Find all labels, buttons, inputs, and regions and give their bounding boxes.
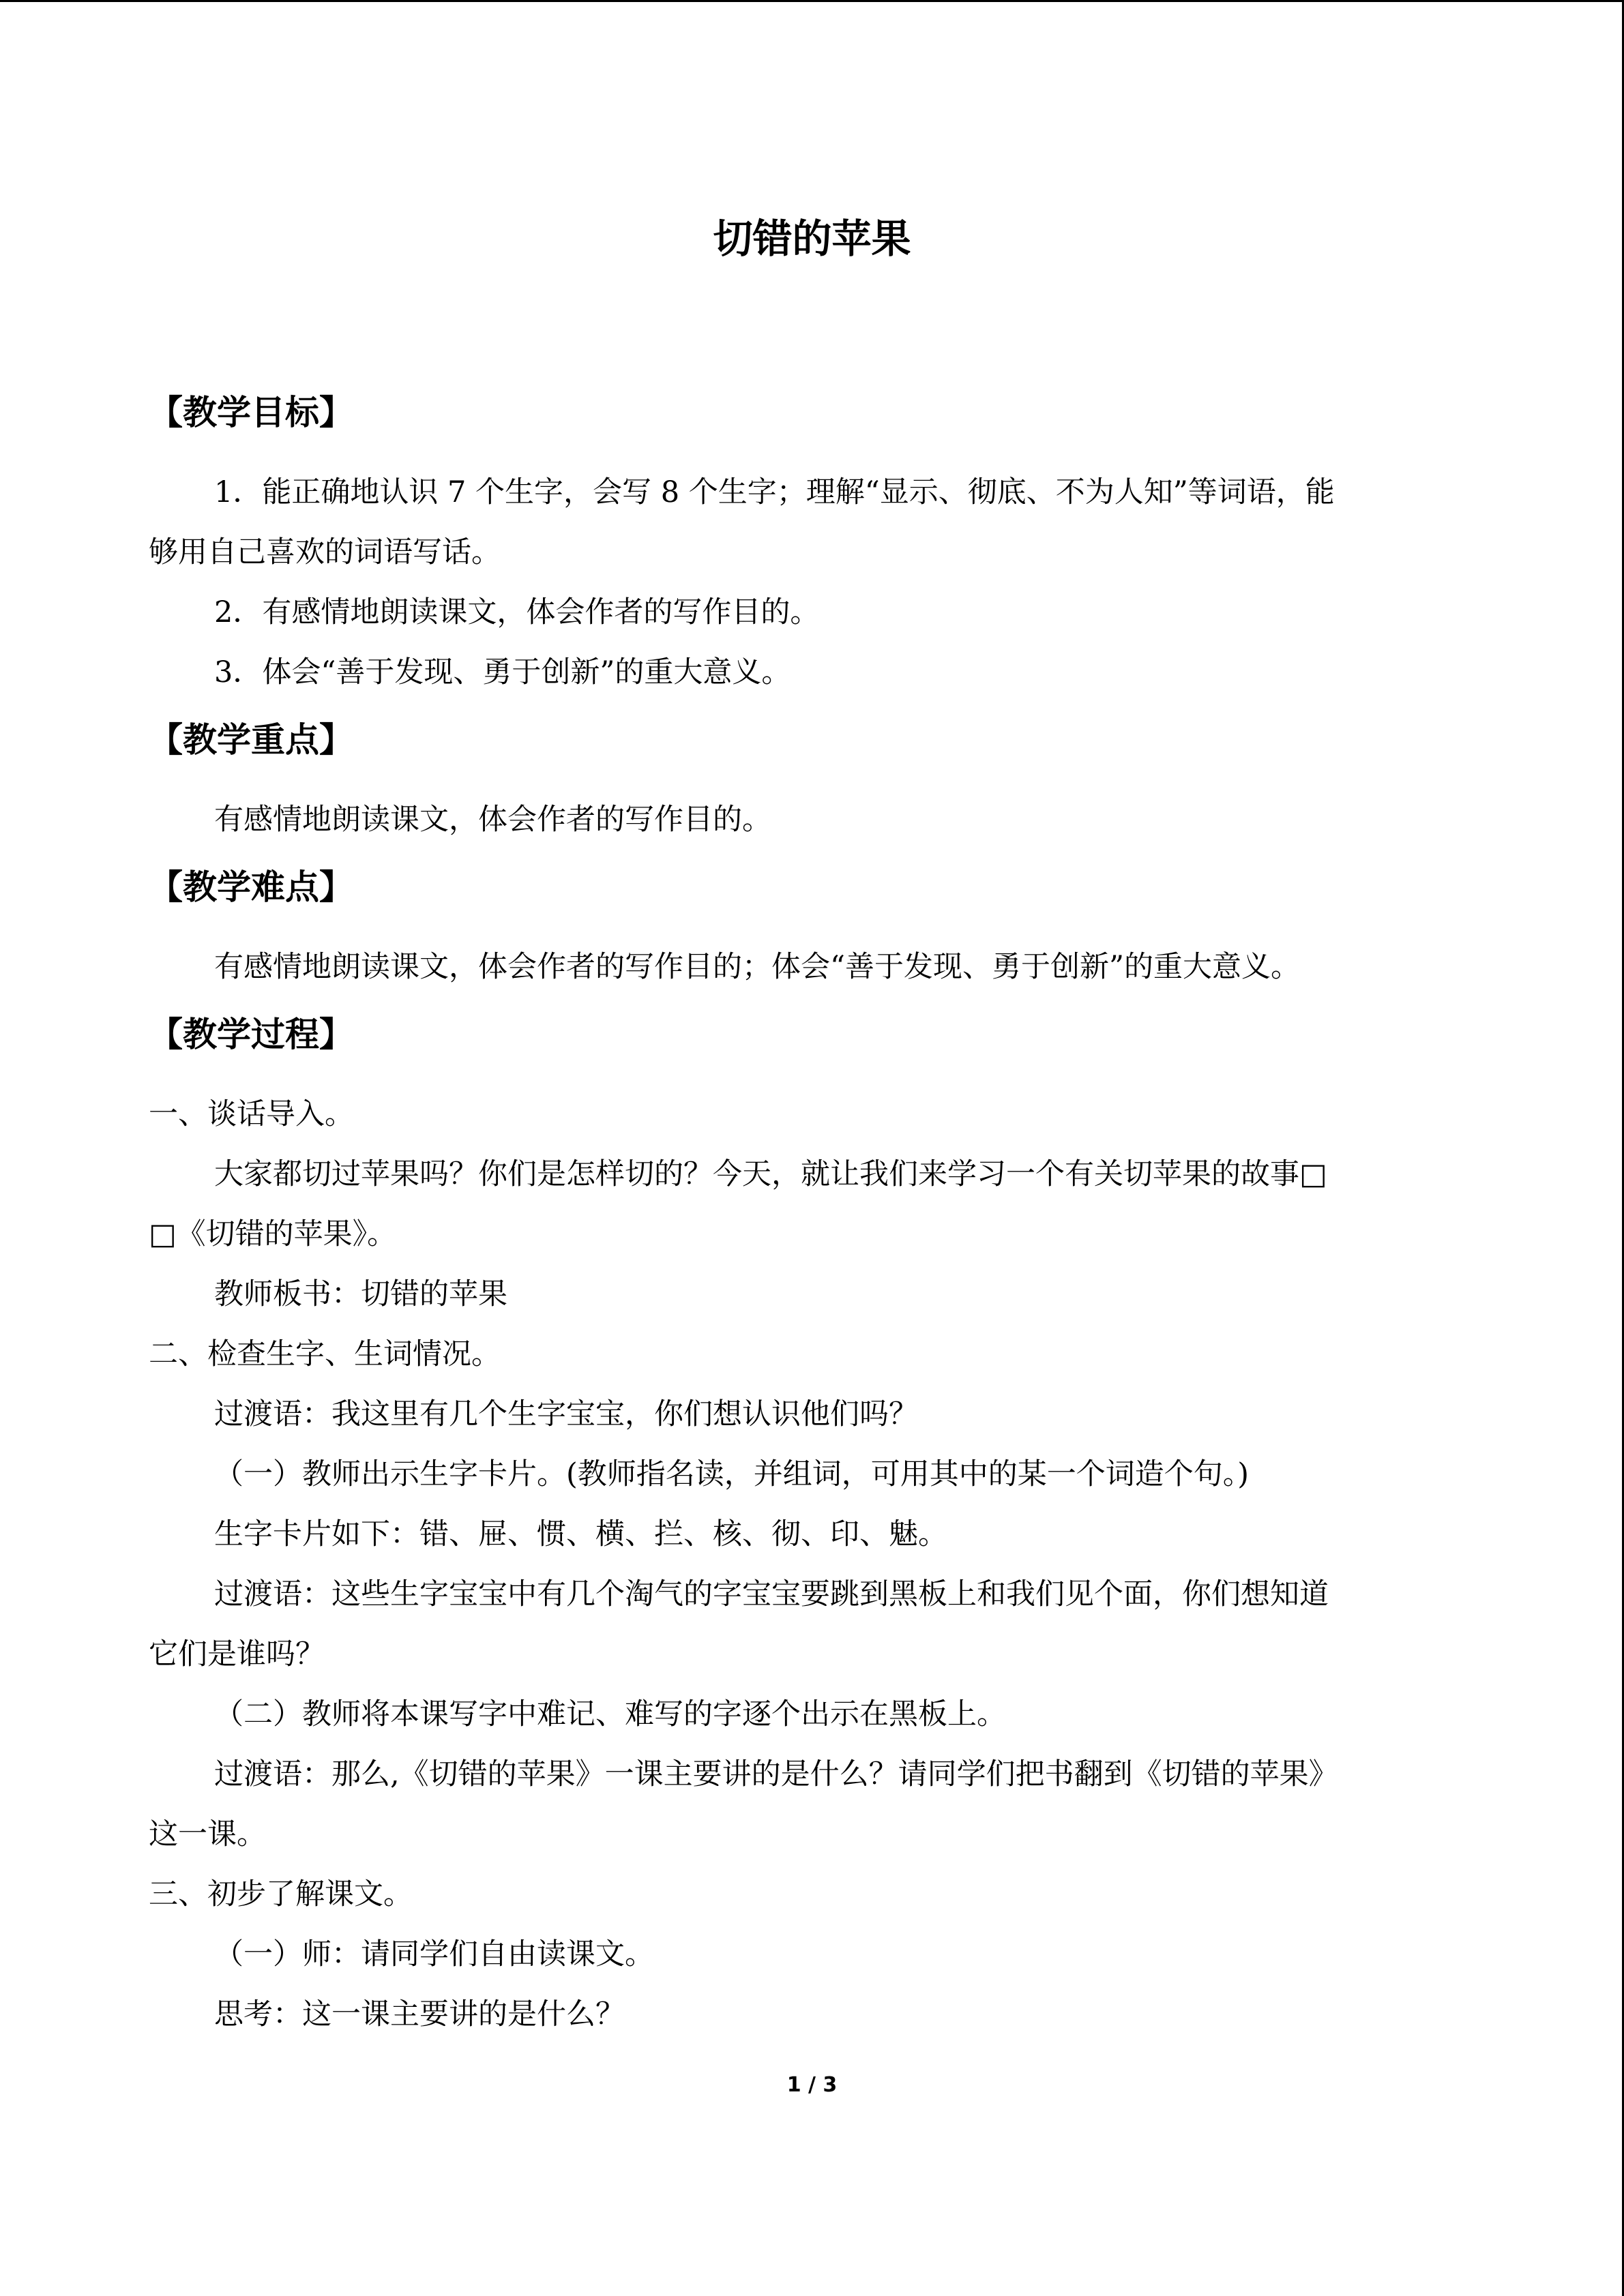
process-step-2-transition-1: 过渡语：我这里有几个生字宝宝，你们想认识他们吗？ — [214, 1397, 918, 1431]
objective-item-2: 2．有感情地朗读课文，体会作者的写作目的。 — [214, 595, 820, 629]
process-step-2-cards: 生字卡片如下：错、屉、惯、横、拦、核、彻、印、魅。 — [214, 1517, 947, 1551]
process-step-2-sub-1: （一）教师出示生字卡片。(教师指名读，并组词，可用其中的某一个词造个句。) — [214, 1457, 1250, 1491]
process-step-3-think: 思考：这一课主要讲的是什么？ — [214, 1997, 625, 2031]
page-border-top — [0, 0, 1624, 2]
process-step-1-title: 一、谈话导入。 — [149, 1097, 354, 1131]
process-step-2-transition-3-line-2: 这一课。 — [149, 1817, 266, 1851]
objective-item-1-line-2: 够用自己喜欢的词语写话。 — [149, 535, 501, 569]
process-step-1-board: 教师板书：切错的苹果 — [214, 1277, 507, 1311]
objective-item-1-line-1: 1．能正确地认识 7 个生字，会写 8 个生字；理解“显示、彻底、不为人知”等词语，能 — [214, 475, 1335, 509]
process-step-2-transition-2-line-2: 它们是谁吗？ — [149, 1637, 325, 1671]
key-points-text: 有感情地朗读课文，体会作者的写作目的。 — [214, 803, 771, 837]
section-heading-difficulties: 【教学难点】 — [149, 867, 353, 907]
section-heading-process: 【教学过程】 — [149, 1015, 353, 1054]
process-step-2-transition-2-line-1: 过渡语：这些生字宝宝中有几个淘气的字宝宝要跳到黑板上和我们见个面，你们想知道 — [214, 1577, 1329, 1611]
document-title: 切错的苹果 — [713, 215, 911, 262]
document-body — [149, 375, 1479, 2044]
section-heading-objectives: 【教学目标】 — [149, 393, 353, 432]
objective-item-3: 3．体会“善于发现、勇于创新”的重大意义。 — [214, 655, 791, 689]
process-step-1-line-1: 大家都切过苹果吗？你们是怎样切的？今天，就让我们来学习一个有关切苹果的故事□ — [214, 1157, 1327, 1191]
process-step-1-line-2: □《切错的苹果》。 — [149, 1217, 397, 1251]
section-heading-key-points: 【教学重点】 — [149, 720, 353, 760]
page-number: 1 / 3 — [786, 2073, 838, 2097]
process-step-2-title: 二、检查生字、生词情况。 — [149, 1337, 501, 1371]
process-step-3-sub-1: （一）师：请同学们自由读课文。 — [214, 1937, 654, 1971]
process-step-3-title: 三、初步了解课文。 — [149, 1877, 413, 1911]
difficulties-text: 有感情地朗读课文，体会作者的写作目的；体会“善于发现、勇于创新”的重大意义。 — [214, 950, 1300, 984]
process-step-2-transition-3-line-1: 过渡语：那么,《切错的苹果》一课主要讲的是什么？请同学们把书翻到《切错的苹果》 — [214, 1757, 1338, 1791]
process-step-2-sub-2: （二）教师将本课写字中难记、难写的字逐个出示在黑板上。 — [214, 1697, 1006, 1731]
